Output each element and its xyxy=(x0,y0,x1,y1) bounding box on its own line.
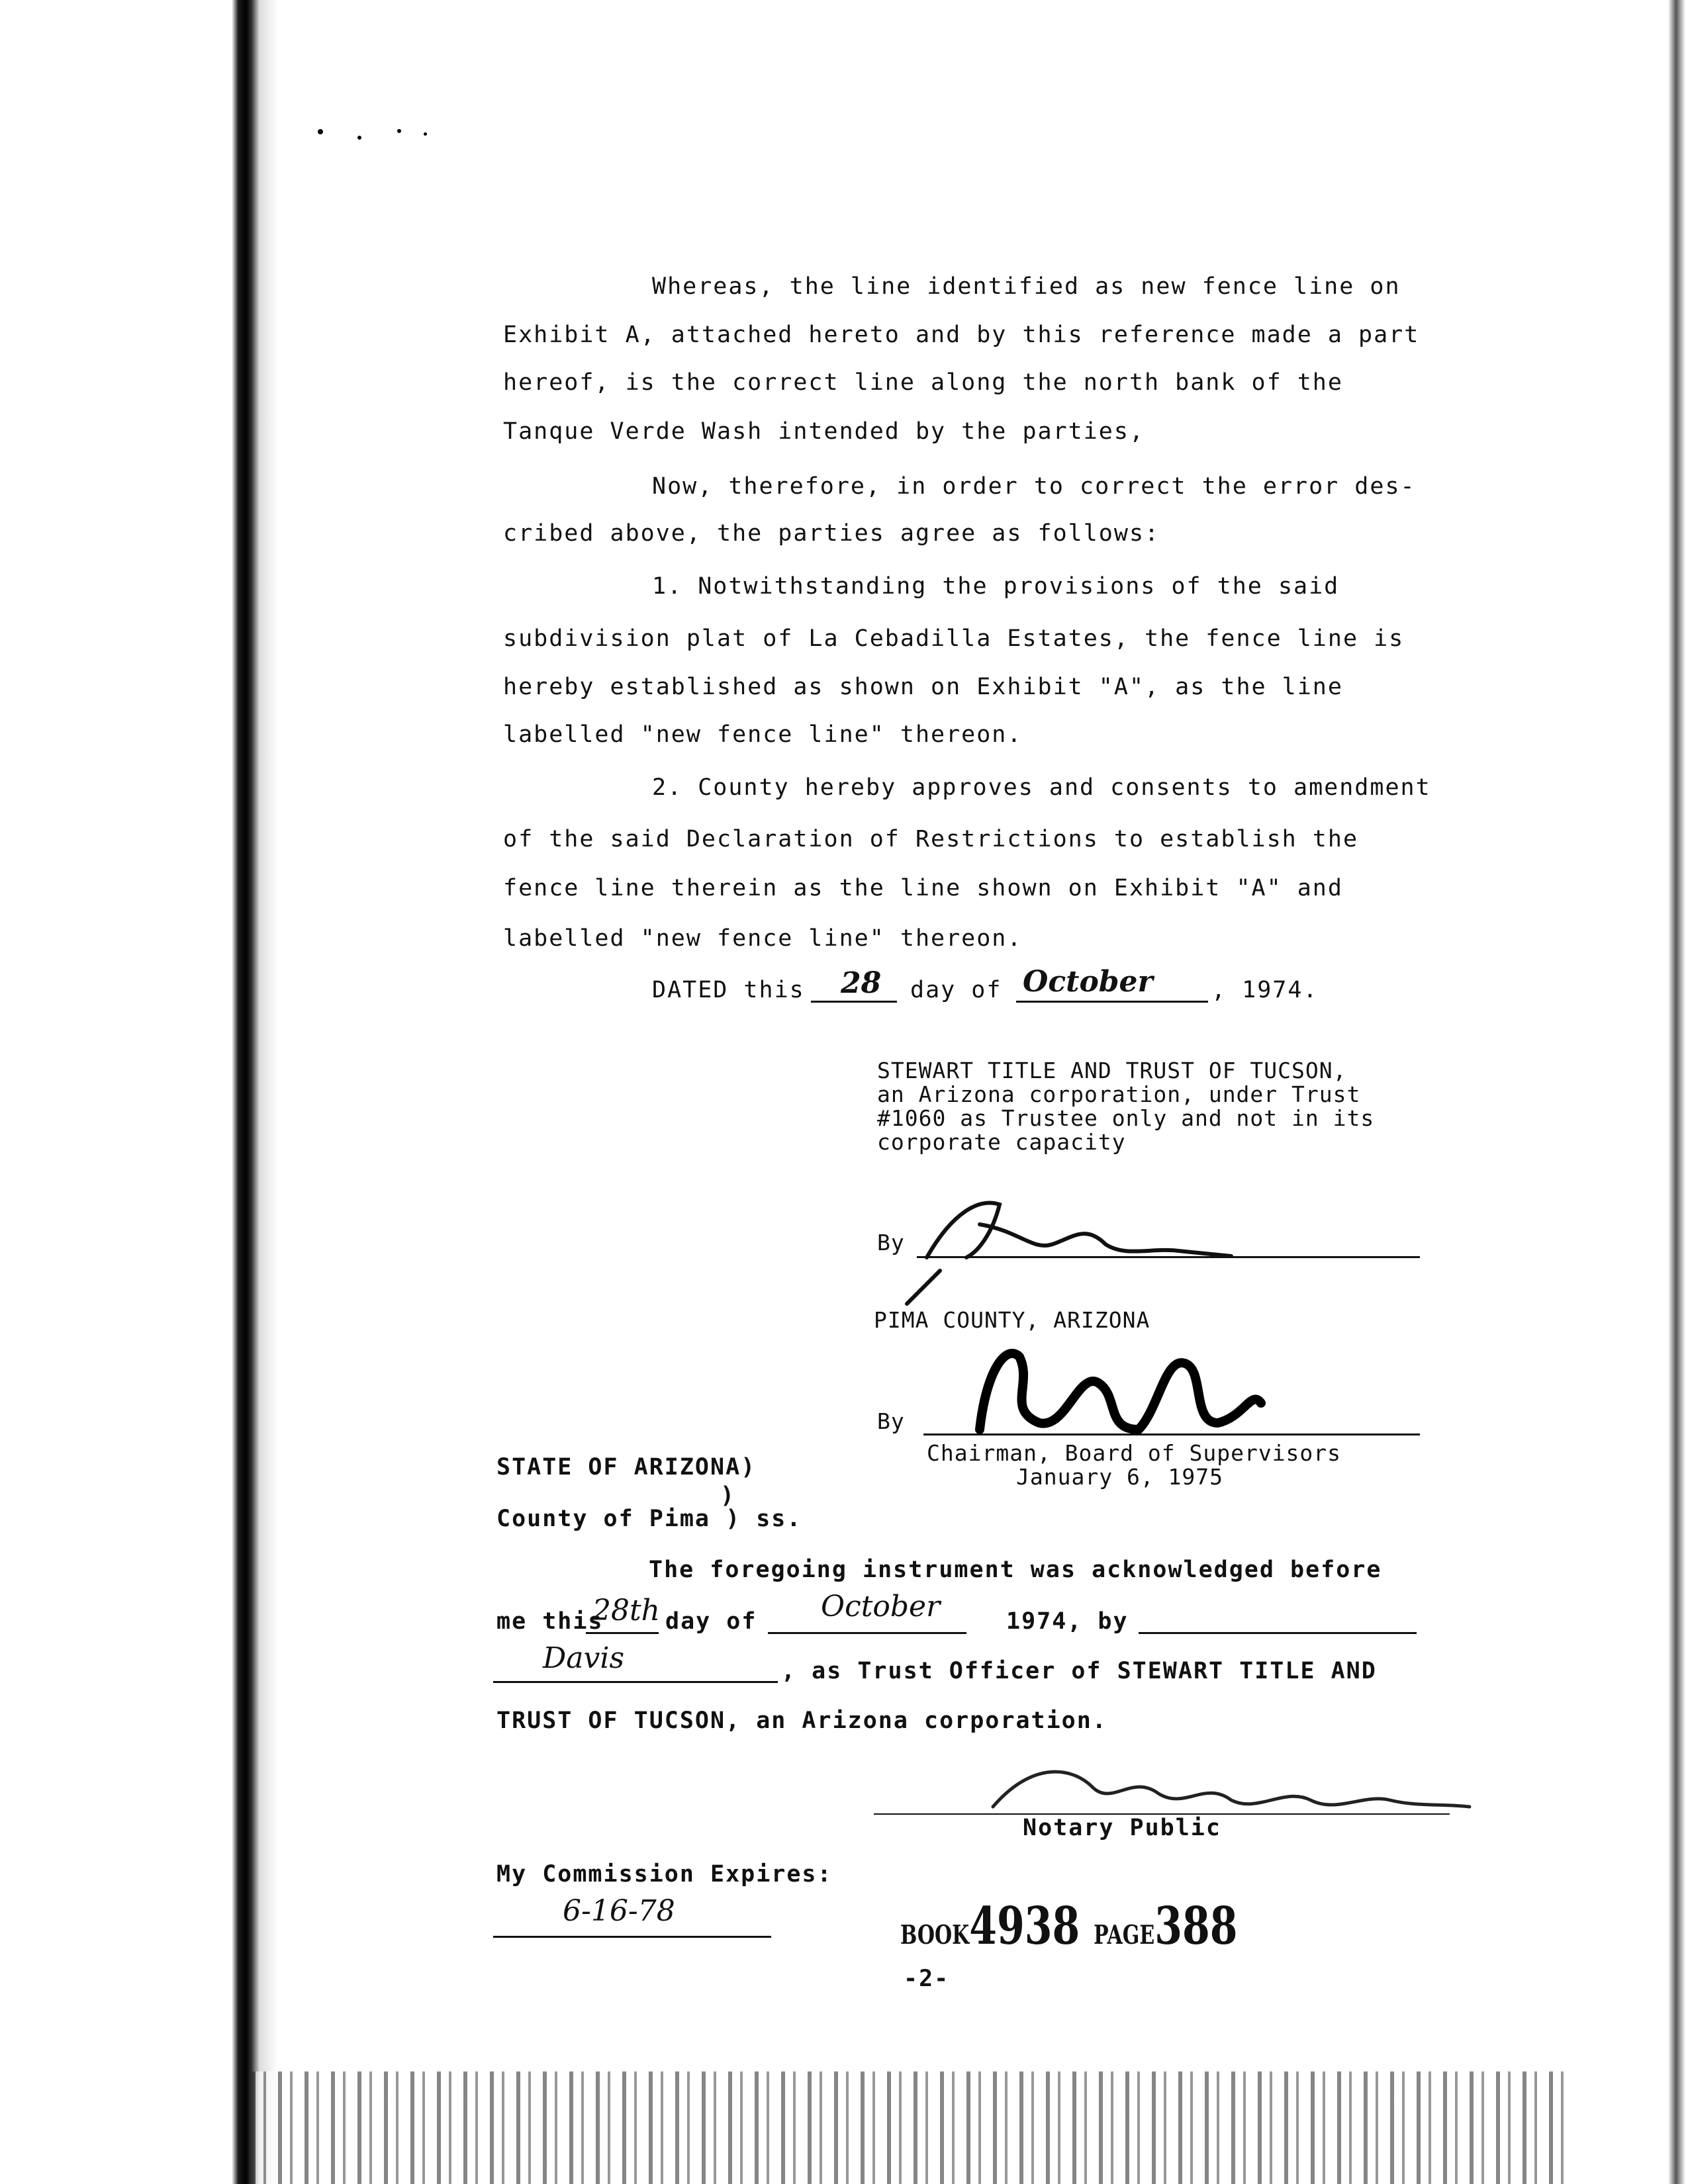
body-line: subdivision plat of La Cebadilla Estates, the fence line is xyxy=(503,625,1405,652)
recording-stamp xyxy=(900,1897,1238,1957)
body-line: Now, therefore, in order to correct the error des- xyxy=(652,473,1416,500)
body-line: Exhibit A, attached hereto and by this reference made a part xyxy=(503,322,1420,348)
trustee-by-label: By xyxy=(877,1230,905,1255)
venue-paren: ) xyxy=(720,1482,736,1509)
trustee-line: STEWART TITLE AND TRUST OF TUCSON, xyxy=(877,1058,1347,1083)
page-label: PAGE xyxy=(1094,1920,1155,1951)
county-name: PIMA COUNTY, ARIZONA xyxy=(874,1307,1150,1333)
ack-name-blank-2 xyxy=(493,1681,778,1683)
dated-month: October xyxy=(1023,965,1153,999)
dated-year: , 1974. xyxy=(1211,977,1319,1003)
ack-line: The foregoing instrument was acknowledged before xyxy=(649,1557,1382,1583)
book-number: 4938 xyxy=(969,1896,1080,1957)
venue-state: STATE OF ARIZONA) xyxy=(496,1454,757,1480)
county-by-label: By xyxy=(877,1408,905,1434)
county-title: Chairman, Board of Supervisors xyxy=(927,1440,1342,1466)
body-line: 2. County hereby approves and consents to amendment xyxy=(652,774,1431,801)
body-line: labelled "new fence line" thereon. xyxy=(503,721,1023,748)
body-line: labelled "new fence line" thereon. xyxy=(503,925,1023,952)
ack-officer-name: Davis xyxy=(543,1641,625,1675)
body-line: Whereas, the line identified as new fence line on xyxy=(652,273,1401,300)
dated-day-blank xyxy=(811,1001,897,1003)
page-number: -2- xyxy=(904,1966,950,1992)
body-line: hereof, is the correct line along the north bank of the xyxy=(503,369,1343,396)
ack-day: 28th xyxy=(592,1594,661,1627)
body-line: fence line therein as the line shown on Exhibit "A" and xyxy=(503,875,1343,901)
ack-month-blank xyxy=(768,1632,966,1634)
dated-mid: day of xyxy=(910,977,1002,1003)
trustee-signature xyxy=(900,1185,1244,1317)
commission-date: 6-16-78 xyxy=(563,1894,675,1928)
county-signature xyxy=(966,1330,1271,1443)
commission-date-line xyxy=(493,1936,771,1938)
body-line: hereby established as shown on Exhibit "A", as the line xyxy=(503,674,1343,700)
venue-county: County of Pima ) ss. xyxy=(496,1506,802,1532)
body-line: cribed above, the parties agree as follows: xyxy=(503,520,1160,547)
book-label: BOOK xyxy=(900,1920,970,1951)
ack-year-by: 1974, by xyxy=(1006,1608,1129,1635)
ack-me-this: me this xyxy=(496,1608,604,1635)
dated-day: 28 xyxy=(841,966,882,1000)
ack-name-blank-1 xyxy=(1139,1632,1417,1634)
trustee-line: #1060 as Trustee only and not in its xyxy=(877,1105,1375,1131)
dated-month-blank xyxy=(1016,1001,1208,1003)
dated-prefix: DATED this xyxy=(652,977,805,1003)
body-line: Tanque Verde Wash intended by the parties, xyxy=(503,418,1145,445)
body-line: of the said Declaration of Restrictions to establish the xyxy=(503,826,1359,852)
ack-day-blank xyxy=(586,1632,659,1634)
notary-label: Notary Public xyxy=(1023,1815,1221,1841)
trustee-line: corporate capacity xyxy=(877,1129,1126,1155)
county-date: January 6, 1975 xyxy=(1016,1464,1224,1490)
trustee-line: an Arizona corporation, under Trust xyxy=(877,1081,1361,1107)
ack-trust-officer: , as Trust Officer of STEWART TITLE AND xyxy=(781,1658,1377,1684)
ack-line: TRUST OF TUCSON, an Arizona corporation. xyxy=(496,1707,1107,1734)
body-line: 1. Notwithstanding the provisions of the said xyxy=(652,573,1340,600)
ack-month: October xyxy=(821,1590,941,1623)
page-number-stamp: 388 xyxy=(1154,1896,1238,1957)
commission-label: My Commission Expires: xyxy=(496,1861,833,1888)
ack-day-of: day of xyxy=(665,1608,757,1635)
